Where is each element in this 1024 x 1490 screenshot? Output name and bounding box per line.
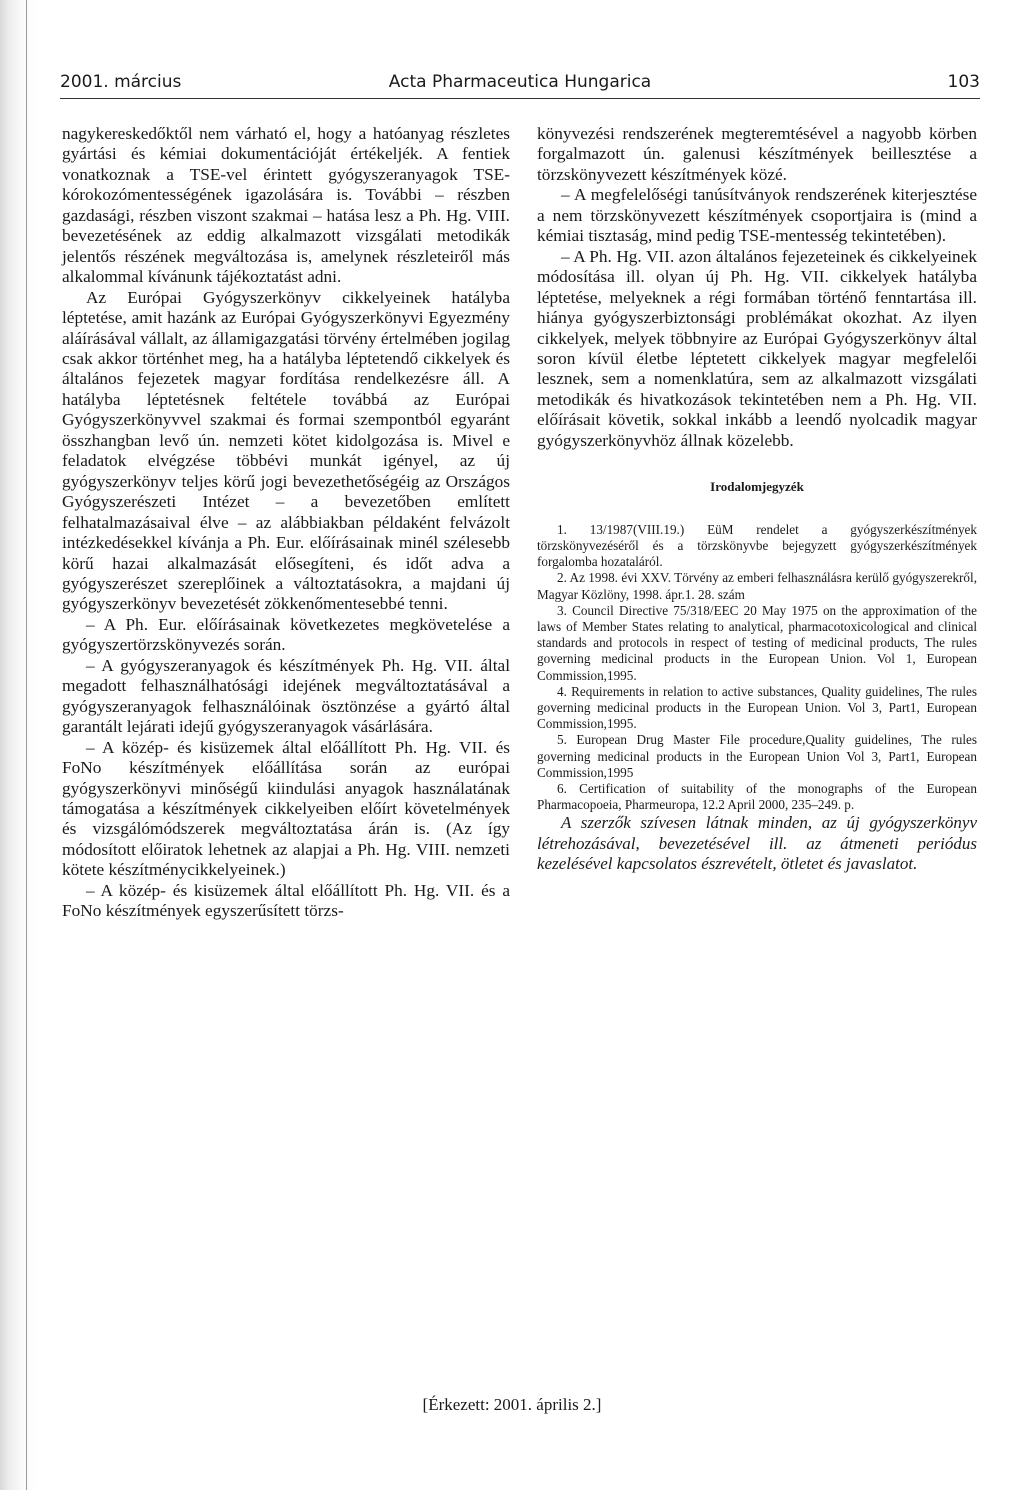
paragraph-continuation: könyvezési rendszerének megteremtésével a nagyobb körben forgalmazott ún. galenusi készítmények beillesztése a törzskönyvezett készítmények közé. [537, 124, 977, 184]
running-header [60, 68, 980, 99]
measure-item: – A megfelelőségi tanúsítványok rendszerének kiterjesztése a nem törzskönyvezett készítmények csoportjaira is (mind a kémiai tisztaság, mind pedig TSE-mentesség tekintetében). [537, 185, 977, 246]
issue-date: 2001. március [60, 72, 182, 92]
measure-item: – A Ph. Hg. VII. azon általános fejezeteinek és cikkelyeinek módosítása ill. olyan új Ph. Hg. VII. cikkelyek hatályba léptetése, melyeknek a régi formában történő fenntartása ill. hiánya gyógyszerbiztonsági problémákat okozhat. Az ilyen cikkelyek, melyek többnyire az Európai Gyógyszerkönyv által soron kívül életbe léptetett cikkelyek magyar megfelelői lesznek, sem a nomenklatúra, sem az alkalmazott vizsgálati metodikák és hivatkozások tekintetében nem a Ph. Hg. VII. előírásait követik, sokkal inkább a leendő nyolcadik magyar gyógyszerkönyvhöz állnak közelebb. [537, 246, 977, 450]
measure-item: – A közép- és kisüzemek által előállított Ph. Hg. VII. és a FoNo készítmények egyszerűsített törzs- [62, 880, 510, 921]
authors-closing-note: A szerzők szívesen látnak minden, az új gyógyszerkönyv létrehozásával, bevezetésével ill. az átmeneti periódus kezelésével kapcsolatos észrevételt, ötletet és javaslatot. [537, 813, 977, 874]
reference-item: 5. European Drug Master File procedure,Quality guidelines, The rules governing medicinal products in the European Union Vol 3, Part1, European Commission,1995 [537, 732, 977, 780]
measure-item: – A közép- és kisüzemek által előállított Ph. Hg. VII. és FoNo készítmények előállítása során az európai gyógyszerkönyvi minőségű kiindulási anyagok használatának támogatása a készítmények cikkelyeiben előírt követelmények és vizsgálómódszerek megváltoztatása árán is. (Az így módosított előiratok lehetnek az alapjai a Ph. Hg. VIII. nemzeti kötete készítménycikkelyeinek.) [62, 737, 510, 880]
measure-item: – A gyógyszeranyagok és készítmények Ph. Hg. VII. által megadott felhasználhatósági idejének megváltoztatásával a gyógyszeranyagok felhasználóinak ösztönzése a gyártó által garantált lejárati idejű gyógyszeranyagok vásárlására. [62, 655, 510, 737]
left-column [62, 124, 510, 922]
journal-title: Acta Pharmaceutica Hungarica [388, 72, 652, 92]
right-column [537, 124, 977, 875]
measure-item: – A Ph. Eur. előírásainak következetes megkövetelése a gyógyszertörzskönyvezés során. [62, 614, 510, 655]
reference-item: 3. Council Directive 75/318/EEC 20 May 1975 on the approximation of the laws of Member States relating to analytical, pharmacotoxicological and clinical standards and protocols in respect of testing of medicinal products, The rules governing medicinal products in the European Union. Vol 1, European Commission,1995. [537, 602, 977, 683]
page-number: 103 [947, 72, 980, 92]
received-date: [Érkezett: 2001. április 2.] [422, 1395, 602, 1414]
reference-item: 2. Az 1998. évi XXV. Törvény az emberi felhasználásra kerülő gyógyszerekről, Magyar Közlöny, 1998. ápr.1. 28. szám [537, 570, 977, 602]
reference-item: 4. Requirements in relation to active substances, Quality guidelines, The rules governing medicinal products in the European Union. Vol 3, Part1, European Commission,1995. [537, 683, 977, 732]
scan-binding-edge [0, 0, 40, 1490]
reference-item: 1. 13/1987(VIII.19.) EüM rendelet a gyógyszerkészítmények törzskönyvezéséről és a törzskönyvbe bejegyzett gyógyszerkészítmények forgalomba hozataláról. [537, 521, 977, 570]
reference-item: 6. Certification of suitability of the monographs of the European Pharmacopoeia, Pharmeuropa, 12.2 April 2000, 235–249. p. [537, 780, 977, 813]
paragraph-european-pharmacopoeia: Az Európai Gyógyszerkönyv cikkelyeinek hatályba léptetése, amit hazánk az Európai Gyógyszerkönyvi Egyezmény aláírásával vállalt, az államigazgatási törvény értelmében jogilag csak akkor történhet meg, ha a hatályba léptetendő cikkelyek és általános fejezetek magyar fordítása rendelkezésre áll. A hatályba léptetésnek feltétele továbbá az Európai Gyógyszerkönyvvel szakmai és formai szempontból egyaránt összhangban levő ún. nemzeti kötet kidolgozása is. Mivel e feladatok elvégzése többévi munkát igényel, az új gyógyszerkönyv teljes körű jogi bevezethetőségéig az Országos Gyógyszerészeti Intézet – a bevezetőben említett felhatalmazásaival élve – az alábbiakban példaként felvázolt intézkedésekkel kívánja a Ph. Eur. előírásainak minél szélesebb körű hazai alkalmazását elősegíteni, és időt adva a gyógyszerészet szereplőinek a változtatásokra, a majdani új gyógyszerkönyv bevezetését zökkenőmentesebbé tenni. [62, 287, 510, 614]
references-heading: Irodalomjegyzék [710, 479, 804, 495]
paragraph-continuation: nagykereskedőktől nem várható el, hogy a hatóanyag részletes gyártási és kémiai dokumentációját értékeljék. A fentiek vonatkoznak a TSE-vel érintett gyógyszeranyagok TSE-kórokozómentességének igazolására is. További – részben gazdasági, részben viszont szakmai – hatása lesz a Ph. Hg. VIII. bevezetésének az eddig alkalmazott vizsgálati metodikák jelentős részének megváltozása is, amelynek részleteiről más alkalommal kívánunk tájékoztatást adni. [62, 124, 510, 287]
